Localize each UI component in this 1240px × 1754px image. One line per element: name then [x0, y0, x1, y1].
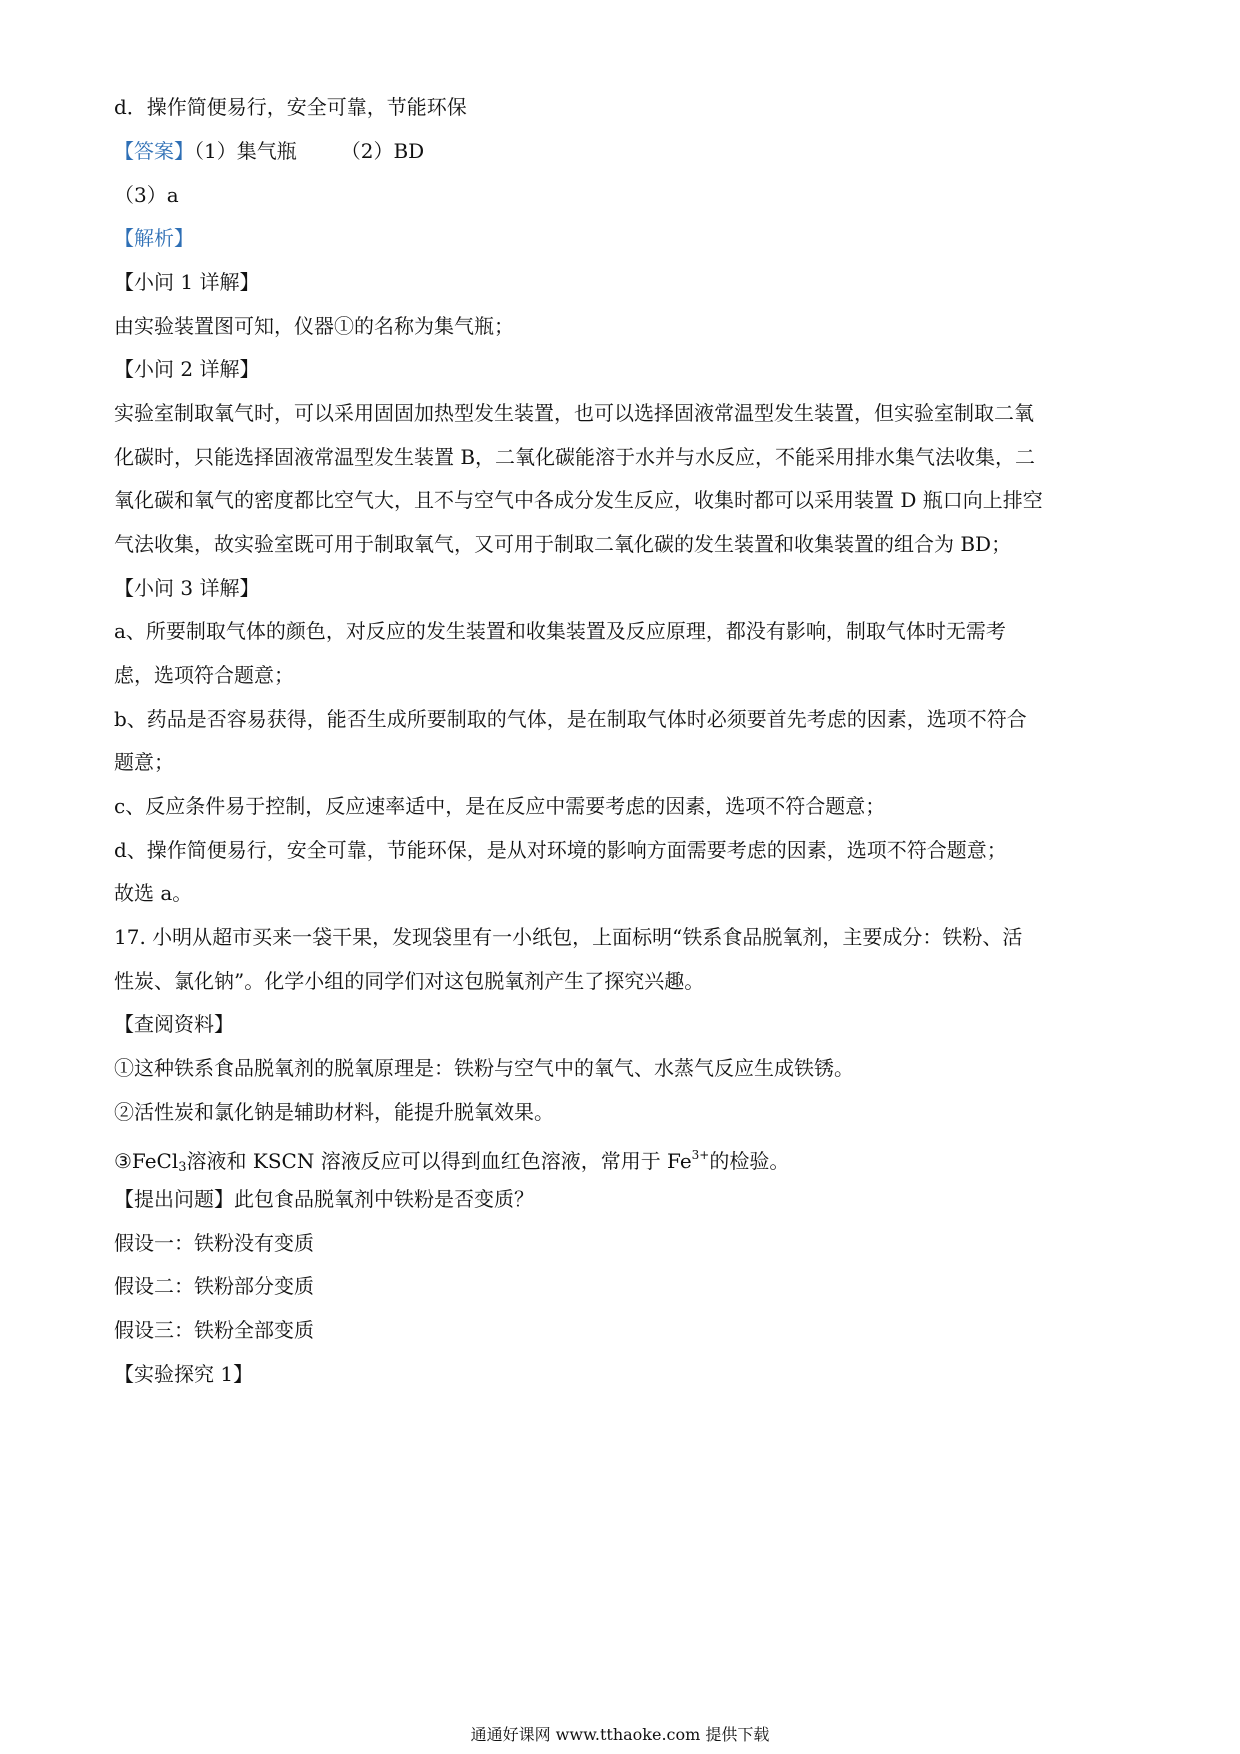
- reference-item: ①这种铁系食品脱氧剂的脱氧原理是：铁粉与空气中的氧气、水蒸气反应生成铁锈。: [114, 1056, 854, 1080]
- paragraph-line: 化碳时，只能选择固液常温型发生装置 B，二氧化碳能溶于水并与水反应，不能采用排水集气法收集，二: [114, 445, 1036, 469]
- question-17-text: 性炭、氯化钠”。化学小组的同学们对这包脱氧剂产生了探究兴趣。: [114, 969, 705, 993]
- reference-text-end: 的检验。: [709, 1149, 790, 1173]
- answer-line: [114, 137, 1134, 165]
- paragraph-line: d、操作简便易行，安全可靠，节能环保，是从对环境的影响方面需要考虑的因素，选项不符合题意；: [114, 838, 1007, 862]
- answer-part-2: （2）BD: [340, 139, 425, 163]
- conclusion-line: 故选 a。: [114, 881, 193, 905]
- reference-item: ②活性炭和氯化钠是辅助材料，能提升脱氧效果。: [114, 1100, 554, 1124]
- experiment-heading: 【实验探究 1】: [114, 1362, 254, 1386]
- option-d-text: d．操作简便易行，安全可靠，节能环保: [114, 95, 467, 119]
- paragraph-line: 实验室制取氧气时，可以采用固固加热型发生装置，也可以选择固液常温型发生装置，但实验室制取二氧: [114, 401, 1034, 425]
- hypothesis-1: 假设一：铁粉没有变质: [114, 1231, 314, 1255]
- paragraph-line: a、所要制取气体的颜色，对反应的发生装置和收集装置及反应原理，都没有影响，制取气体时无需考: [114, 619, 1006, 643]
- reference-text: 溶液和 KSCN 溶液反应可以得到血红色溶液，常用于 Fe: [186, 1149, 692, 1173]
- hypothesis-3: 假设三：铁粉全部变质: [114, 1318, 314, 1342]
- question-17-text: 17. 小明从超市买来一袋干果，发现袋里有一小纸包，上面标明“铁系食品脱氧剂，主要成分：铁粉、活: [114, 925, 1023, 949]
- subscript: 3: [178, 1160, 187, 1175]
- hypothesis-2: 假设二：铁粉部分变质: [114, 1274, 314, 1298]
- paragraph-line: 气法收集，故实验室既可用于制取氧气，又可用于制取二氧化碳的发生装置和收集装置的组合为 BD；: [114, 532, 1012, 556]
- answer-part-3: （3）a: [114, 183, 179, 207]
- formula-fecl: ③FeCl: [114, 1149, 179, 1173]
- answer-part-1: （1）集气瓶: [194, 139, 297, 163]
- page-footer: 通通好课网 www.tthaoke.com 提供下载: [470, 1725, 770, 1744]
- answer-tag: 【答案】: [114, 139, 194, 163]
- sub-question-1-heading: 【小问 1 详解】: [114, 270, 260, 294]
- sub-question-2-heading: 【小问 2 详解】: [114, 357, 260, 381]
- sub-question-1-text: 由实验装置图可知，仪器①的名称为集气瓶；: [114, 314, 514, 338]
- paragraph-line: 题意；: [114, 750, 174, 774]
- sub-question-3-heading: 【小问 3 详解】: [114, 576, 260, 600]
- superscript: 3+: [691, 1148, 710, 1162]
- paragraph-line: b、药品是否容易获得，能否生成所要制取的气体，是在制取气体时必须要首先考虑的因素，选项不符合: [114, 707, 1027, 731]
- paragraph-line: 虑，选项符合题意；: [114, 663, 294, 687]
- question-heading: 【提出问题】此包食品脱氧剂中铁粉是否变质？: [114, 1187, 534, 1211]
- analysis-tag: 【解析】: [114, 226, 194, 250]
- paragraph-line: 氧化碳和氧气的密度都比空气大，且不与空气中各成分发生反应，收集时都可以采用装置 D 瓶口向上排空: [114, 488, 1043, 512]
- reference-item: [114, 1141, 1134, 1182]
- paragraph-line: c、反应条件易于控制，反应速率适中，是在反应中需要考虑的因素，选项不符合题意；: [114, 794, 886, 818]
- reference-heading: 【查阅资料】: [114, 1012, 234, 1036]
